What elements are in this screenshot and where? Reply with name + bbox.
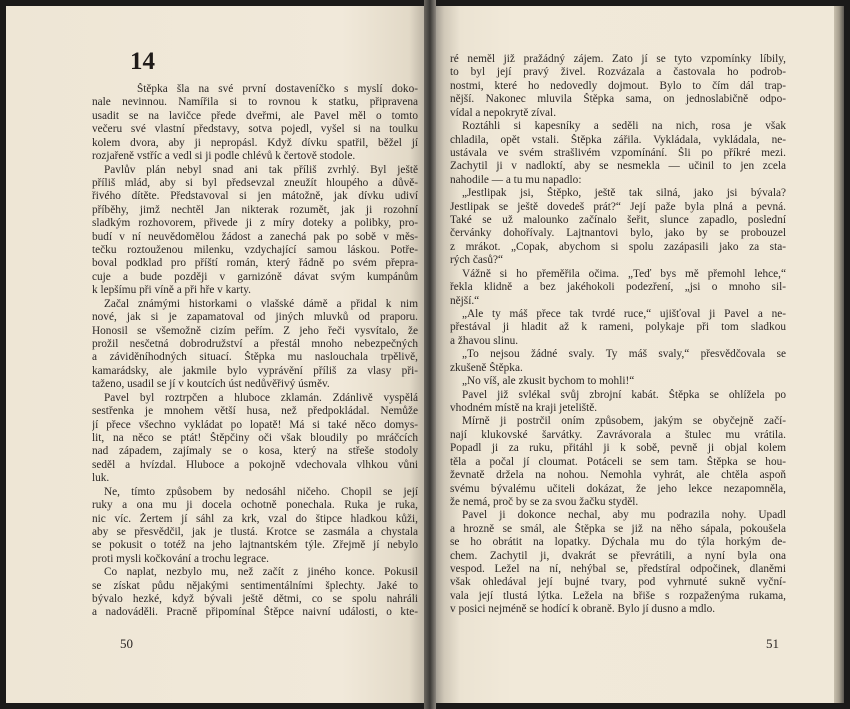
text-line: nají klukovské šarvátky. Zavrávorala a štulec mu vrátila. [450,428,786,441]
text-line: Štěpka šla na své první dostaveníčko s myslí doko- [137,83,418,95]
chapter-number: 14 [130,48,155,75]
text-line: rozjařeně vstříc a vedl si ji podle chlévů k čertově stodole. [92,150,356,163]
text-line: proti mysli kočkování a trochu legrace. [92,552,269,565]
text-line: vespod. Ležel na ní, nehýbal se, předstíral odpočinek, dlaněmi [450,563,786,576]
text-line: bývalo hezké, když bývali ještě dětmi, co se spolu nahráli [92,593,418,606]
text-line: Jestlipak se ještě dovedeš prát?“ Její paže byla plná a pevná. [450,200,786,213]
text-line: luk. [92,472,110,485]
text-line: nic víc. Žertem jí sáhl za krk, vzal do štipce hladkou kůži, [92,512,418,525]
text-line: prožil nesčetná dobrodružství a přestál mnoho nebezpečných [92,338,418,351]
text-line: Honosil se všemožně cizím peřím. Z jeho řeči vysvítalo, že [92,324,418,337]
text-line: Pavel byl roztrpčen a hluboce zklamán. Zdánlivě vyspělá [104,391,418,404]
text-line: se ho obrátit na lopatky. Dýchala mu do týla horkým de- [450,536,786,549]
text-line: budí v ní neuvědomělou žádost a zanechá pak po sobě v měs- [92,230,418,243]
text-line: chem. Zachytil ji, dvakrát se převrátili, a nyní byla ona [450,549,786,562]
text-line: řivého dítěte. Představoval si jen mátožně, jak dívku udiví [92,190,418,203]
text-line: lit, na něco se ptát! Štěpčiny oči však bloudily po mráčcích [92,431,418,444]
text-line: ré neměl již pražádný zájem. Zato jí se tyto vzpomínky líbily, [450,53,786,65]
text-line: se pokusit o totéž na jeho lajtnantském týle. Zřejmě jí nebylo [92,539,418,552]
page-number-left: 50 [120,636,133,651]
text-line: v posici nejméně se hodící k obraně. Bylo jí dusno a mdlo. [450,603,716,616]
text-line: Co naplat, nezbylo mu, než začít z jiného konce. Pokusil [104,566,418,579]
text-line: tečku roztouženou milenku, vzdychající samou láskou. Potře- [92,244,418,257]
text-line: nahodile — a tu mu napadlo: [450,173,582,186]
text-line: to byl její pravý živel. Rozvázala a častovala ho podrob- [450,66,786,79]
text-line: „No víš, ale zkusit bychom to mohli!“ [462,375,635,388]
text-line: se získat půdu nějakými sentimentálními šplechty. Jaké to [92,579,418,592]
text-line: chladila, opět vstali. Štěpka zářila. Vykládala, vykládala, ne- [450,133,786,146]
text-line: sladkým rozhovorem, přivede ji z míry doteky a polibky, pro- [92,217,418,230]
page-edge [834,6,844,703]
text-line: svému bývalému učiteli dokázat, že jeho lekce nezapomněla, [450,482,786,495]
text-line: nale nevinnou. Namířila si to rovnou k statku, připravena [92,96,418,109]
text-line: večeru své vlastní představy, sotva pojedl, vyšel si na toulku [92,123,418,136]
right-page-text [450,53,786,617]
text-line: jí přece všechno vykládat po lopatě! Má si také něco domys- [92,418,418,431]
text-line: Vážně si ho přeměřila očima. „Teď bys mě přemohl lehce,“ [462,267,786,280]
text-line: „To nejsou žádné svaly. Ty máš svaly,“ přesvědčovala se [462,348,786,361]
text-line: vhodném místě na kraji jeteliště. [450,401,598,414]
text-line: nostmi, které ho nedovedly dojmout. Bylo to čím dál trap- [450,79,786,92]
text-line: ustávala ve svém strašlivém vzpomínání. Šli po příkré mezi. [450,146,786,159]
text-line: aby se přesvědčil, jak je tlustá. Krotce se zasmála a chystala [92,525,418,538]
text-line: přestával ji hladit až k rameni, polykaje při tom sladkou [450,321,786,334]
text-line: nější.“ [450,294,480,307]
text-line: vala její tlustá lýtka. Ležela na břiše s rozpaženýma rukama, [450,589,786,602]
text-line: vídal a nepokrytě zíval. [450,106,557,119]
text-line: Roztáhli si kapesníky a seděli na nich, rosa je však [462,120,786,133]
page-number-right: 51 [766,636,779,651]
text-line: řekla klidně a bez jakéhokoli podezření, „jsi o mnoho sil- [450,281,786,294]
text-line: z mrákot. „Copak, abychom si spolu zazápasili jako za sta- [450,240,786,253]
text-line: nad západem, zajímaly se o kosa, který na střeše stodoly [92,445,418,458]
text-line: ruky a ona mu ji docela ochotně ponechala. Ruka je ruka, [92,499,418,512]
text-line: sestřenka je mnohem větší husa, než předpokládal. Nemůže [92,405,418,418]
text-line: taženo, usadil se jí v koutcích úst nedůvěřivý úsměv. [92,378,330,391]
text-line: kamarádsky, ale jakmile bylo vyprávění příliš za vlasy při- [92,364,418,377]
book-gutter [424,0,436,709]
text-line: usadit se na lavičce přede dveřmi, ale Pavel měl o tomto [92,109,418,122]
left-page-text [92,83,418,620]
text-line: „Jestlipak jsi, Štěpko, ještě tak silná, jako jsi bývala? [462,187,786,200]
text-line: však ohledával její bujné tvary, pod vyhrnuté sukně vyční- [450,576,786,589]
text-line: červánky dohořívaly. Lajtnantovi bylo, jako by se probouzel [450,227,786,240]
text-line: těla a počal jí cloumat. Potáceli se sem tam. Štěpka se hou- [450,455,786,468]
text-line: k lepšímu při víně a při hře v karty. [92,284,251,297]
text-line: Začal známými historkami o vlašské dámě a přidal k nim [104,297,418,310]
text-line: Pavlův plán nebyl snad ani tak příliš zvrhlý. Byl ještě [104,163,418,176]
text-line: nové, jak si je zapamatoval od jiných mluvků od praporu. [92,311,418,324]
text-line: Pavel ji dokonce nechal, aby mu podrazila nohy. Upadl [462,509,786,522]
text-line: kolem dvora, aby ji nepropásl. Když dívku spatřil, běžel jí [92,136,418,149]
text-line: ževnatě držela na nohou. Nemohla vyhrát, ale chtěla aspoň [450,469,786,482]
text-line: že nemá, proč by se za svou žačku styděl. [450,495,639,508]
text-line: Ne, tímto způsobem by nedosáhl ničeho. Chopil se její [104,485,418,498]
text-line: rých časů?“ [450,254,503,267]
text-line: a hrozně se smál, ale Štěpka se již na něho sápala, pokoušela [450,522,786,535]
text-line: zkušeně Štěpka. [450,361,523,374]
text-line: cuje a bude později v garnizóně dávat svým kumpánům [92,270,418,283]
text-line: příběhy, jimž nechtěl Jan nikterak rozumět, jak ji rozohní [92,203,418,216]
text-line: Zachytil ji v nadloktí, aby se nesmekla — učinil to jen zcela [450,160,786,173]
text-line: a žhavou slinu. [450,334,519,347]
text-line: a záviděníhodných situací. Štěpka mu naslouchala trpělivě, [92,351,418,364]
text-line: nější. Nakonec mluvila Štěpka sama, on jednoslabičně odpo- [450,93,786,106]
text-line: boval podklad pro příští román, který řádně po svém přepra- [92,257,418,270]
text-line: příliš mlád, aby si byl předsevzal zneužít hloupého a důvě- [92,176,418,189]
text-line: „Ale ty máš přece tak tvrdé ruce,“ ujišťoval ji Pavel a ne- [462,308,786,321]
text-line: Pavel již svlékal svůj zbrojní kabát. Štěpka se ohlížela po [462,388,786,401]
text-line: Také se už malounko začínalo šeřit, slunce zapadlo, poslední [450,214,786,227]
text-line: Popadl ji za ruku, přitáhl ji k sobě, pevně ji objal kolem [450,442,786,455]
text-line: Mírně ji postrčil oním způsobem, jakým se obyčejně začí- [462,415,786,428]
text-line: seděl a hvízdal. Hluboce a pokojně vdechovala vlhkou vůni [92,458,418,471]
text-line: a nadováděli. Pracně připomínal Štěpce naivní události, o kte- [92,606,418,619]
